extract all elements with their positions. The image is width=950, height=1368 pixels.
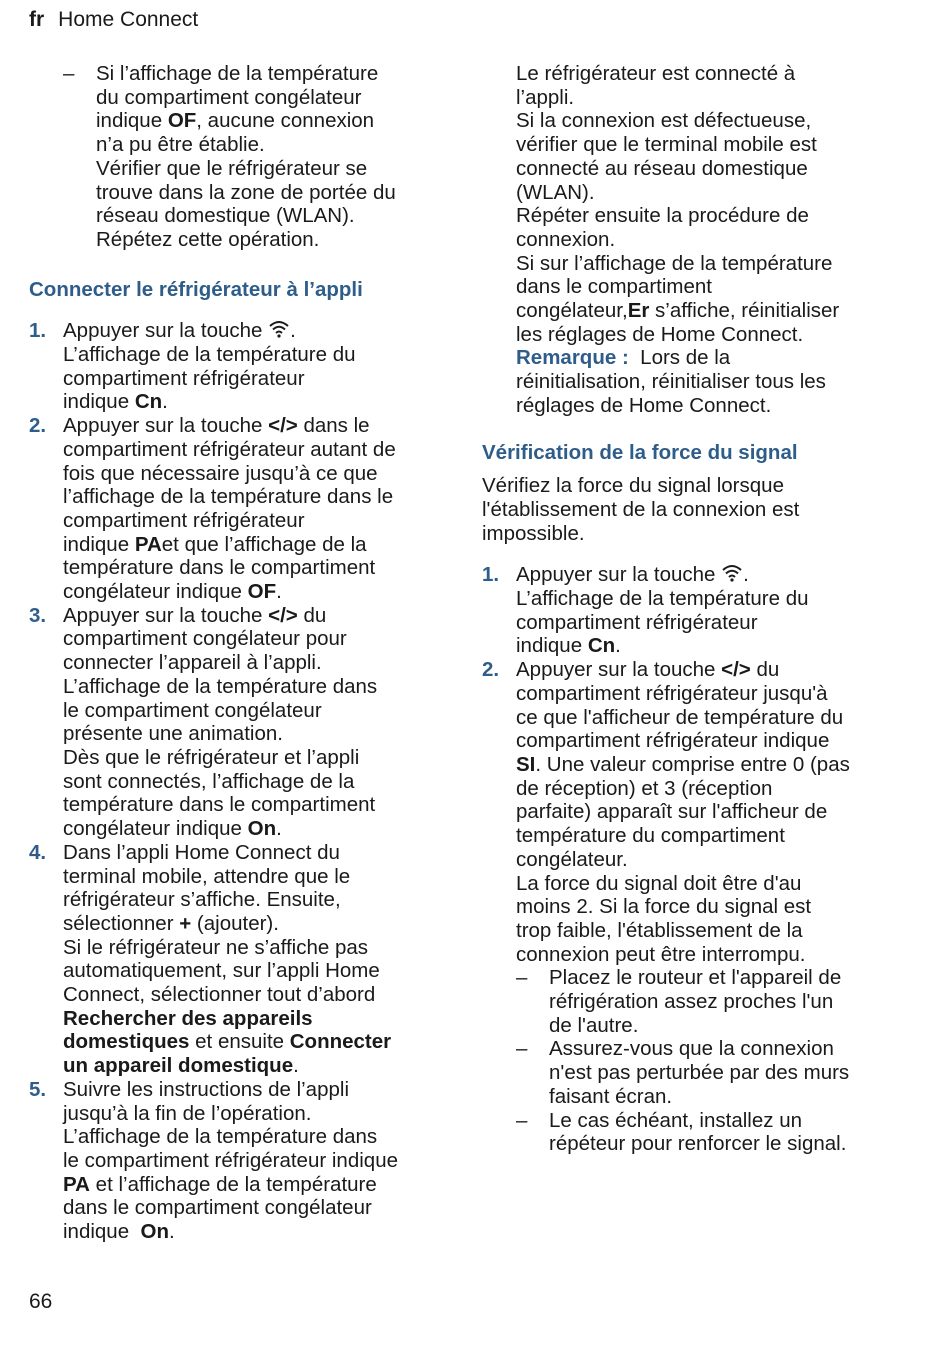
step-2	[29, 414, 444, 604]
signal-step-1	[482, 563, 902, 658]
page-number: 66	[29, 1290, 53, 1313]
text: parfaite) apparaît sur l'afficheur de	[516, 800, 828, 824]
code-si: SI	[516, 752, 536, 776]
text: connecté au réseau domestique	[516, 156, 808, 180]
note-block	[516, 346, 902, 417]
text: connexion peut être interrompu.	[516, 942, 806, 966]
menu-term: Connecter	[289, 1030, 392, 1054]
text: L’affichage de la température du	[63, 343, 356, 367]
text: l’appli.	[516, 85, 575, 109]
signal-intro	[482, 474, 902, 545]
code-of: OF	[247, 580, 277, 604]
code-of: OF	[167, 109, 197, 133]
text: compartiment réfrigérateur	[63, 366, 305, 390]
text: réfrigération assez proches l'un	[549, 990, 834, 1014]
dash-marker: –	[516, 966, 528, 990]
step-4	[29, 841, 444, 1078]
text: compartiment réfrigérateur	[516, 610, 758, 634]
code-on: On	[247, 817, 277, 841]
step-number: 2.	[29, 414, 47, 438]
text: .	[743, 563, 749, 587]
text: .	[276, 580, 282, 604]
text: terminal mobile, attendre que le	[63, 864, 351, 888]
text: sélectionner	[63, 911, 180, 935]
text: réfrigérateur s’affiche. Ensuite,	[63, 888, 341, 912]
text: (WLAN).	[516, 180, 595, 204]
text: jusqu’à la fin de l’opération.	[63, 1101, 312, 1125]
text: dans le compartiment congélateur	[63, 1196, 372, 1220]
text: indique	[63, 532, 135, 556]
key-symbol: </>	[268, 414, 298, 438]
text: .	[293, 1054, 299, 1078]
text: .	[615, 634, 621, 658]
code-pa: PA	[134, 532, 162, 556]
text: compartiment réfrigérateur jusqu'à	[516, 681, 828, 705]
text: ce que l'afficheur de température du	[516, 705, 844, 729]
text: Si la connexion est défectueuse,	[516, 109, 812, 133]
step-number: 4.	[29, 840, 47, 864]
bullet-item	[516, 1109, 902, 1156]
text: faisant écran.	[549, 1084, 673, 1108]
text: Appuyer sur la touche	[516, 563, 722, 587]
wifi-icon	[268, 319, 290, 339]
text-line: Si l’affichage de la température	[96, 62, 379, 85]
bullet-item	[516, 1037, 902, 1108]
text: présente une animation.	[63, 722, 283, 746]
step-3-continuation	[482, 62, 902, 418]
text: Si sur l’affichage de la température	[516, 251, 833, 275]
step-number: 1.	[482, 563, 500, 587]
text: Lors de la	[628, 346, 731, 370]
text: les réglages de Home Connect.	[516, 322, 804, 346]
text: température dans le compartiment	[63, 556, 376, 580]
bullet-item	[516, 966, 902, 1037]
text: Appuyer sur la touche	[63, 414, 269, 438]
code-cn: Cn	[134, 390, 163, 414]
menu-term: un appareil domestique	[63, 1054, 294, 1078]
text: l’affichage de la température dans le	[63, 485, 394, 509]
section-heading-connect: Connecter le réfrigérateur à l’appli	[29, 277, 363, 301]
text-line: Répétez cette opération.	[96, 227, 320, 251]
text: dans le	[297, 414, 370, 438]
menu-term: domestiques	[63, 1030, 190, 1054]
text-line: trouve dans la zone de portée du	[96, 180, 396, 204]
dash-marker: –	[516, 1108, 528, 1132]
text: Connect, sélectionner tout d’abord	[63, 983, 376, 1007]
text: moins 2. Si la force du signal est	[516, 895, 812, 919]
text: .	[162, 390, 168, 414]
text: température du compartiment	[516, 824, 785, 848]
text: compartiment réfrigérateur autant de	[63, 437, 396, 461]
right-column	[482, 62, 902, 1156]
code-on: On	[140, 1220, 169, 1244]
text: du	[750, 658, 780, 682]
text: de réception) et 3 (réception	[516, 776, 773, 800]
text: Appuyer sur la touche	[63, 319, 269, 343]
text: indique	[516, 634, 588, 658]
step-5	[29, 1078, 444, 1244]
text: connexion.	[516, 227, 616, 251]
text: Si le réfrigérateur ne s’affiche pas	[63, 935, 369, 959]
text: Dès que le réfrigérateur et l’appli	[63, 745, 360, 769]
text: sont connectés, l’affichage de la	[63, 769, 355, 793]
step-number: 2.	[482, 658, 500, 682]
text: compartiment réfrigérateur	[63, 508, 305, 532]
text: s’affiche, réinitialiser	[649, 299, 840, 323]
step-number: 1.	[29, 319, 47, 343]
step-3	[29, 604, 444, 841]
key-symbol: </>	[268, 603, 298, 627]
code-er: Er	[627, 299, 650, 323]
text: La force du signal doit être d'au	[516, 871, 802, 895]
plus-icon: +	[179, 911, 192, 935]
text: et ensuite	[189, 1030, 290, 1054]
text: . Une valeur comprise entre 0 (pas	[535, 752, 850, 776]
text: (ajouter).	[191, 911, 279, 935]
text-line: Vérifier que le réfrigérateur se	[96, 156, 368, 180]
step-number: 3.	[29, 603, 47, 627]
dash-marker: –	[63, 62, 75, 85]
text-line: réseau domestique (WLAN).	[96, 204, 355, 228]
text-line: du compartiment congélateur	[96, 85, 362, 109]
text: et que l’affichage de la	[161, 532, 367, 556]
language-code: fr	[29, 8, 45, 31]
signal-step-2	[482, 658, 902, 1156]
wifi-icon	[721, 563, 743, 583]
text: réinitialisation, réinitialiser tous les	[516, 370, 826, 394]
text: Placez le routeur et l'appareil de	[549, 966, 842, 990]
text: Le réfrigérateur est connecté à	[516, 62, 796, 85]
step-1	[29, 319, 444, 414]
code-pa: PA	[63, 1172, 90, 1196]
text: répéteur pour renforcer le signal.	[549, 1132, 847, 1156]
text-line: , aucune connexion	[196, 109, 375, 133]
intro-note	[29, 62, 444, 252]
text: température dans le compartiment	[63, 793, 376, 817]
text: Appuyer sur la touche	[516, 658, 722, 682]
text: n'est pas perturbée par des murs	[549, 1061, 850, 1085]
text: .	[276, 817, 282, 841]
text: l'établissement de la connexion est	[482, 497, 800, 521]
text: Dans l’appli Home Connect du	[63, 840, 340, 864]
text: fois que nécessaire jusqu’à ce que	[63, 461, 378, 485]
text-line: indique	[96, 109, 168, 133]
text: dans le compartiment	[516, 275, 712, 299]
step-number: 5.	[29, 1077, 47, 1101]
text: réglages de Home Connect.	[516, 393, 772, 417]
text: Vérifiez la force du signal lorsque	[482, 474, 784, 498]
text: de l'autre.	[549, 1013, 639, 1037]
text: congélateur,	[516, 299, 628, 323]
text: L’affichage de la température du	[516, 587, 809, 611]
text: Assurez-vous que la connexion	[549, 1037, 834, 1061]
section-heading-signal: Vérification de la force du signal	[482, 440, 798, 464]
left-column	[29, 62, 444, 1244]
note-label: Remarque :	[516, 346, 629, 370]
text: le compartiment congélateur	[63, 698, 322, 722]
text: le compartiment réfrigérateur indique	[63, 1148, 398, 1172]
dash-marker: –	[516, 1037, 528, 1061]
text: automatiquement, sur l’appli Home	[63, 959, 380, 983]
text: Suivre les instructions de l’appli	[63, 1077, 349, 1101]
text: .	[290, 319, 296, 343]
text: indique	[63, 1220, 141, 1244]
key-symbol: </>	[721, 658, 751, 682]
text: Répéter ensuite la procédure de	[516, 204, 809, 228]
text-line: n’a pu être établie.	[96, 133, 265, 157]
code-cn: Cn	[587, 634, 616, 658]
page-header	[29, 8, 198, 32]
header-title: Home Connect	[58, 8, 199, 31]
text: connecter l’appareil à l’appli.	[63, 651, 322, 675]
text: et l’affichage de la température	[89, 1172, 377, 1196]
text: compartiment congélateur pour	[63, 627, 347, 651]
text: vérifier que le terminal mobile est	[516, 133, 817, 157]
text: L’affichage de la température dans	[63, 1125, 378, 1149]
text: congélateur indique	[63, 817, 248, 841]
text: Le cas échéant, installez un	[549, 1108, 802, 1132]
text: congélateur.	[516, 847, 628, 871]
text: .	[168, 1220, 175, 1244]
text: trop faible, l'établissement de la	[516, 918, 803, 942]
text: indique	[63, 390, 135, 414]
text: impossible.	[482, 521, 585, 545]
text: Appuyer sur la touche	[63, 603, 269, 627]
text: L’affichage de la température dans	[63, 674, 378, 698]
menu-term: Rechercher des appareils	[63, 1006, 313, 1030]
text: du	[297, 603, 327, 627]
text: compartiment réfrigérateur indique	[516, 729, 830, 753]
text: congélateur indique	[63, 580, 248, 604]
